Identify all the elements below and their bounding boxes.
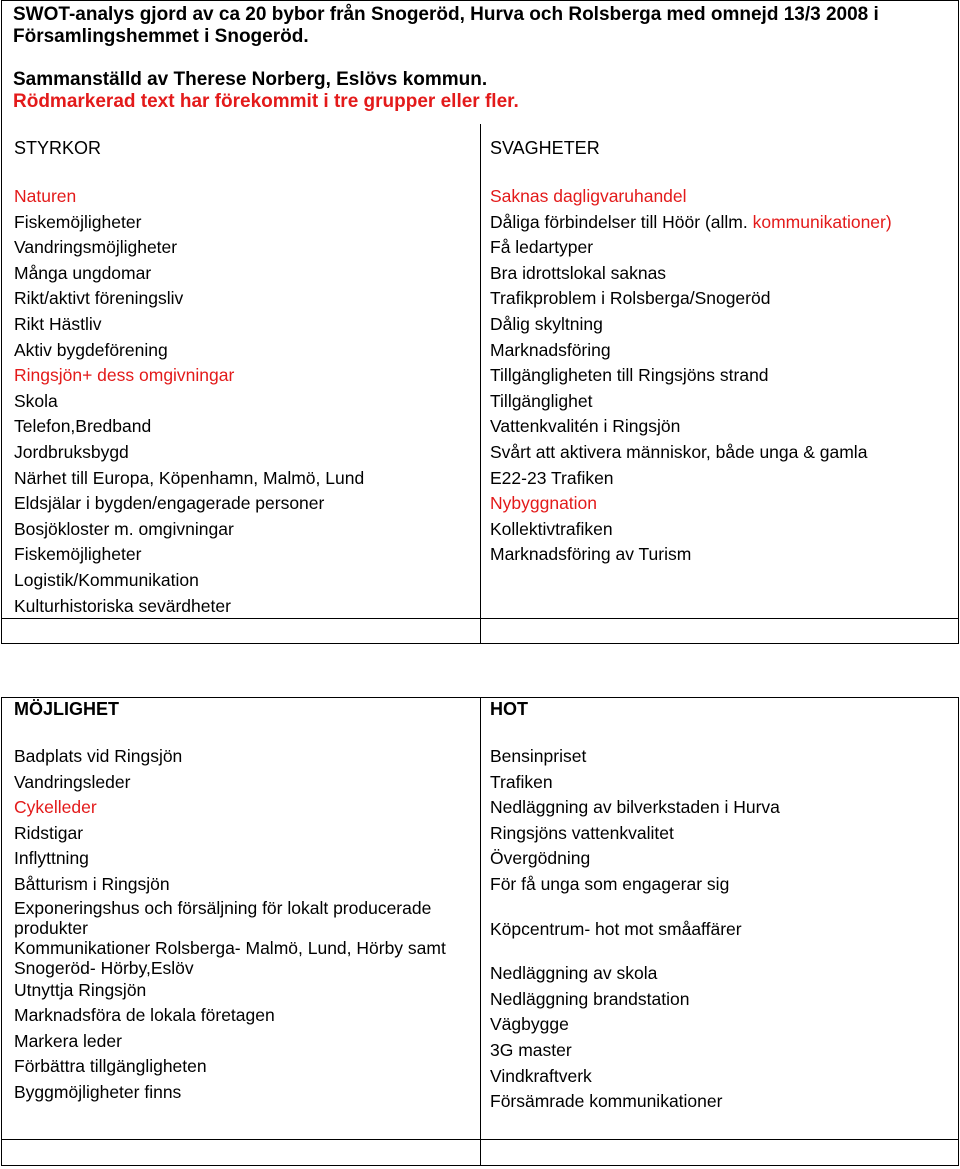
weakness-item-part: Dåliga förbindelser till Höör (allm. [490,211,753,232]
threats-list [490,744,780,1115]
weakness-item [490,210,892,236]
weakness-item: Marknadsföring [490,339,611,360]
weakness-item: Vattenkvalitén i Ringsjön [490,416,681,437]
threat-item: Nedläggning brandstation [490,988,690,1009]
weakness-item: Tillgängligheten till Ringsjöns strand [490,365,769,386]
threat-item: Trafiken [490,771,553,792]
strength-item: Eldsjälar i bygden/engagerade personer [14,493,325,514]
threats-heading: HOT [490,699,528,719]
threat-item: Vindkraftverk [490,1065,592,1086]
strength-item: Rikt Hästliv [14,313,102,334]
weakness-item-part-highlight: kommunikationer) [752,211,892,232]
top-column-divider [480,124,481,644]
opportunity-item: Markera leder [14,1030,122,1051]
bottom-bottom-row-divider [1,1139,959,1140]
threat-item: För få unga som engagerar sig [490,873,730,894]
threat-item: Vägbygge [490,1014,569,1035]
opportunity-item: Utnyttja Ringsjön [14,979,147,1000]
strength-item: Naturen [14,186,77,206]
opportunity-item: Vandringsleder [14,771,131,792]
opportunity-item: Badplats vid Ringsjön [14,746,183,766]
strength-item: Telefon,Bredband [14,416,152,437]
opportunity-item: Ridstigar [14,822,84,843]
bottom-column-divider [480,697,481,1166]
weakness-item: Svårt att aktivera människor, både unga & gamla [490,441,868,462]
weakness-item: Bra idrottslokal saknas [490,262,667,283]
weakness-item: Tillgänglighet [490,390,593,411]
opportunity-item: Förbättra tillgängligheten [14,1056,207,1077]
weaknesses-heading: SVAGHETER [490,138,600,158]
threat-item: Nedläggning av skola [490,963,658,984]
header-line-3: Sammanställd av Therese Norberg, Eslövs kommun. [13,69,488,90]
opportunity-item: Båtturism i Ringsjön [14,873,170,894]
header-line-4: Rödmarkerad text har förekommit i tre grupper eller fler. [13,91,519,112]
threat-item: 3G master [490,1039,572,1060]
strength-item: Skola [14,390,58,411]
strength-item: Fiskemöjligheter [14,211,142,232]
opportunity-item: Inflyttning [14,848,89,869]
opportunities-heading: MÖJLIGHET [14,699,120,719]
weakness-item: Nybyggnation [490,493,598,514]
threat-item: Köpcentrum- hot mot småaffärer [490,918,742,939]
strength-item: Logistik/Kommunikation [14,569,199,590]
opportunity-item: Cykelleder [14,797,97,818]
threat-item: Övergödning [490,848,591,869]
threat-item: Ringsjöns vattenkvalitet [490,822,674,843]
strengths-heading: STYRKOR [14,138,102,158]
weakness-item: E22-23 Trafiken [490,467,614,488]
strength-item: Ringsjön+ dess omgivningar [14,365,235,386]
strength-item: Närhet till Europa, Köpenhamn, Malmö, Lund [14,467,365,488]
header-line-1: SWOT-analys gjord av ca 20 bybor från Snogeröd, Hurva och Rolsberga med omnejd 13/3 2008 i [13,4,879,25]
opportunity-item: Marknadsföra de lokala företagen [14,1005,275,1026]
strength-item: Kulturhistoriska sevärdheter [14,595,231,616]
threat-item: Nedläggning av bilverkstaden i Hurva [490,797,780,818]
threat-item: Bensinpriset [490,746,587,766]
weakness-item: Saknas dagligvaruhandel [490,186,687,206]
strength-item: Vandringsmöjligheter [14,237,178,258]
strength-item: Bosjökloster m. omgivningar [14,518,234,539]
opportunity-item: Exponeringshus och försäljning för lokalt producerade produkter [14,897,432,938]
opportunities-list [14,744,464,1106]
weakness-item: Få ledartyper [490,237,594,258]
weakness-item: Dålig skyltning [490,313,603,334]
strength-item: Många ungdomar [14,262,152,283]
strength-item: Fiskemöjligheter [14,544,142,565]
strength-item: Aktiv bygdeförening [14,339,168,360]
document-header [13,4,879,113]
weakness-item: Kollektivtrafiken [490,518,613,539]
weaknesses-list [490,184,892,568]
header-line-2: Församlingshemmet i Snogeröd. [13,26,309,47]
weakness-item: Marknadsföring av Turism [490,544,692,565]
weakness-item: Trafikproblem i Rolsberga/Snogeröd [490,288,771,309]
threat-item: Försämrade kommunikationer [490,1091,723,1112]
opportunity-item: Kommunikationer Rolsberga- Malmö, Lund, Hörby samt Snogeröd- Hörby,Eslöv [14,937,446,978]
strength-item: Rikt/aktivt föreningsliv [14,288,184,309]
strengths-list [14,184,364,619]
opportunity-item: Byggmöjligheter finns [14,1081,182,1102]
strength-item: Jordbruksbygd [14,441,129,462]
